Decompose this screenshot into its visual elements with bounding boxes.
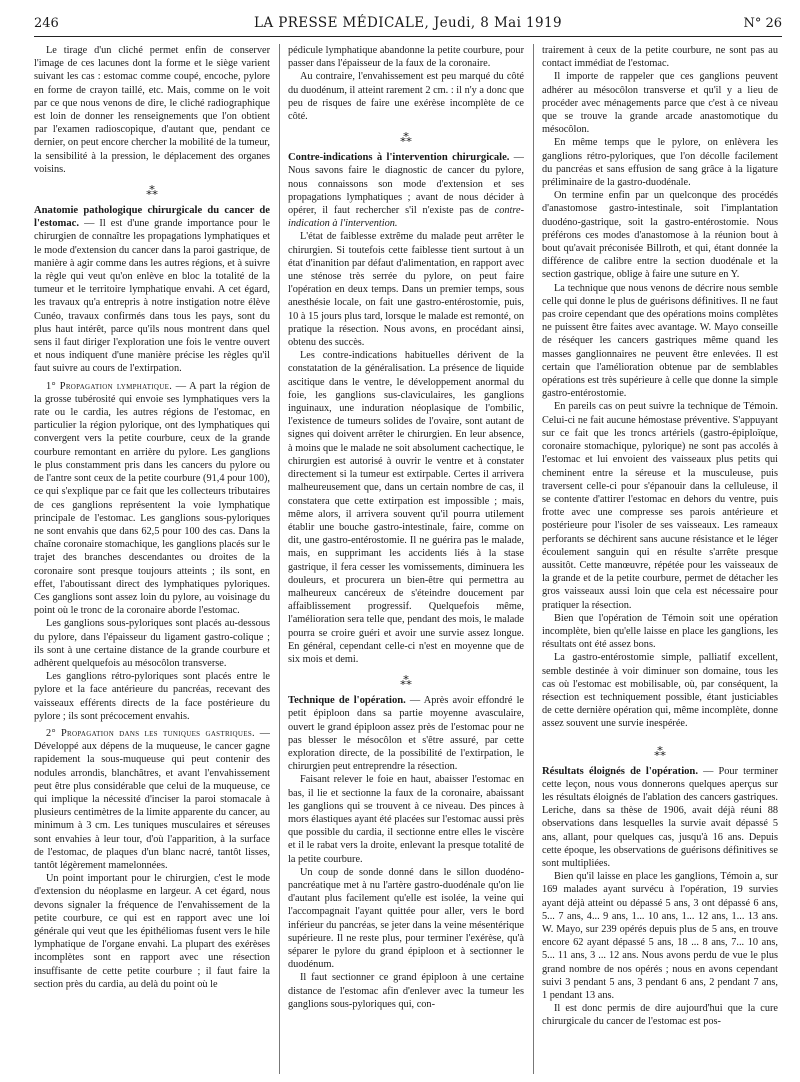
paragraph: Les contre-indications habituelles dérivent de la constatation de la généralisation. La présence de liquide ascitique dans le ventre, le développement anormal du foie, les ganglions sus-claviculaires, les ganglions inguinaux, une induration néoplasique de l'ombilic, l'existence de tumeurs solides de l'ovaire, sont autant de signes qui doivent arrêter le chirurgien. En leur absence, à moins que le malade ne soit absolument cachectique, le chirurgien est autorisé à ouvrir le ventre et à constater directement si la tumeur est extirpable. Certes il arrivera malheureusement que, dans un certain nombre de cas, il constatera que cette extirpation est impossible ; mais, même alors, il arrivera souvent qu'il pourra utilement établir une bouche gastro-intestinale, faire, comme on dit, une gastro-entérostomie. Il ne guérira pas le malade, mais, en supprimant les accidents liés à la stase gastrique, il fera cesser les vomissements, diminuera les douleurs, et procurera un bien-être qui permettra au malheureux cancéreux de s'éteindre doucement par affaiblissement progressif. Quelquefois même, l'amélioration sera telle que, pendant des mois, le malade pourra se croire guéri et avoir une survie assez longue. En général, cependant celle-ci n'est en moyenne que de six mois et demi. bbox=[288, 350, 524, 665]
subsection-title: 2° Propagation dans les tuniques gastriques. bbox=[46, 727, 255, 739]
section-separator: ⁂ bbox=[400, 674, 412, 689]
paragraph: La gastro-entérostomie simple, palliatif excellent, semble destinée à voir diminuer son domaine, tous les cas où l'estomac est mobilisable, où, par conséquent, la résection est techniquement possible, étant justiciables de cette dernière opération qui, même incomplète, donne assez souvent une survie inespérée. bbox=[542, 652, 778, 730]
subsection-text: — Développé aux dépens de la muqueuse, le cancer gagne rapidement la sous-muqueuse qui peut contenir des nodules arrondis, blanchâtres, et avant l'envahissement peut être plus considérable que celui de la muqueuse, ce qui implique la nécessité d'inciser la paroi stomacale à plusieurs centimètres de la limite apparente du cancer, au minimum à 3 cm. Les tuniques musculaires et séreuses sont envahies à leur tour, d'où l'apparition, à la surface de l'estomac, de plaques d'un blanc nacré, tantôt lisses, tantôt légèrement mamelonnées. bbox=[34, 727, 270, 871]
section-text: — Pour terminer cette leçon, nous vous donnerons quelques aperçus sur les résultats éloignés de l'ablation des cancers gastriques. Leriche, dans sa thèse de 1906, avait déjà réuni 88 observations dans lesquelles la survie avait dépassé 5 ans, allant, pour quelques cas, jusqu'à 16 ans. Depuis cette époque, les observations de guérisons définitives se sont multipliées. bbox=[542, 765, 778, 869]
paragraph: Il importe de rappeler que ces ganglions peuvent adhérer au mésocôlon transverse et qu'il y a lieu de procéder avec ménagements parce que c'est à ce niveau que se trouve la grande arcade anastomotique du mésocôlon. bbox=[542, 71, 778, 136]
journal-title: LA PRESSE MÉDICALE, Jeudi, 8 Mai 1919 bbox=[254, 15, 562, 31]
paragraph: Au contraire, l'envahissement est peu marqué du côté du duodénum, il atteint rarement 2 cm. : il n'y a donc que peu de risques de faire une exérèse incomplète de ce côté. bbox=[288, 71, 524, 123]
column-divider bbox=[279, 44, 280, 1074]
section-emphasis: contre-indication à l'intervention. bbox=[288, 205, 524, 230]
section-title: Technique de l'opération. bbox=[288, 695, 406, 707]
paragraph: Les ganglions sous-pyloriques sont placés au-dessous du pylore, dans l'épaisseur du ligament gastro-colique ; ils sont à une certaine distance de la grande courbure et adhèrent quelquefois au mésocôlon transverse. bbox=[34, 618, 270, 669]
issue-number: N° 26 bbox=[743, 16, 782, 31]
section-title: Anatomie pathologique chirurgicale du cancer de l'estomac. bbox=[34, 205, 270, 230]
column-divider bbox=[533, 44, 534, 1074]
page-number: 246 bbox=[34, 16, 59, 31]
paragraph: pédicule lymphatique abandonne la petite courbure, pour passer dans l'épaisseur de la faux de la coronaire. bbox=[288, 45, 524, 70]
subsection-text: — A part la région de la grosse tubérosité qui envoie ses lymphatiques vers la rate ou le cardia, les autres régions de l'estomac, en particulier la région pylorique, ont des lymphatiques qui convergent vers la petite courbure, ceux de la grande courbure remontant en arrière du pylore. Les ganglions le plus constamment pris dans les cancers du pylore ou de l'antre sont ceux de la petite courbure (91,4 pour 100), ce qui s'explique par ce fait que les collecteurs tributaires de ces ganglions représentent la voie lymphatique principale de l'estomac. Les ganglions sous-pyloriques ne sont envahis que dans 62,5 pour 100 des cas. Dans la chaîne coronaire stomachique, les ganglions placés sur le trajet des branches descendantes ou droites de la coronaire sont presque toujours atteints ; ils sont, en effet, l'aboutissant direct des lymphatiques pyloriques. Ces ganglions sont assez loin du pylore, au voisinage du point où le tronc de la coronaire aborde l'estomac. bbox=[34, 380, 270, 617]
page-header bbox=[34, 14, 782, 37]
section-title: Résultats éloignés de l'opération. bbox=[542, 765, 698, 777]
article-body bbox=[34, 44, 782, 1074]
paragraph: On termine enfin par un quelconque des procédés d'anastomose gastro-intestinale, soit l'implantation duodéno-gastrique, soit la gastro-entérostomie. Nous préférons ces modes d'anastomose à la réunion bout à bout qu'avait préconisée Billroth, et qui, étant donnée la différence de calibre entre la section duodénale et la section gastrique, oblige à faire une suture en Y. bbox=[542, 190, 778, 281]
column-1 bbox=[34, 44, 270, 1074]
paragraph: Il est donc permis de dire aujourd'hui que la cure chirurgicale du cancer de l'estomac est pos- bbox=[542, 1003, 778, 1028]
paragraph: Bien qu'il laisse en place les ganglions, Témoin a, sur 169 malades ayant survécu à l'opération, 19 survies ayant déjà atteint ou dépassé 5 ans, 3 ont dépassé 6 ans, 5... 7 ans, 4... 9 ans, 1... 10 ans, 1... 12 ans, 1... 13 ans. W. Mayo, sur 239 opérés depuis plus de 5 ans, en trouve encore 62 ayant dépassé 5 ans, 18 ... 8 ans, 7... 10 ans, 5... 11 ans, 3 ... 12 ans. Nous avons perdu de vue le plus grand nombre de nos opérés ; nous en avons cependant suivi 3 pendant 5 ans, 3 pendant 6 ans, 2 pendant 7 ans, 1 pendant 13 ans. bbox=[542, 871, 778, 1002]
section-text: — Après avoir effondré le petit épiploon dans sa partie moyenne avasculaire, ouvert le grand épiploon assez près de l'estomac pour ne pas blesser le mésocôlon et s'être assuré, par cette exploration directe, de la possibilité de l'extirpation, le chirurgien peut entreprendre la résection. bbox=[288, 695, 524, 773]
paragraph: Les ganglions rétro-pyloriques sont placés entre le pylore et la face antérieure du pancréas, recevant des vaisseaux efférents directs de la face postérieure du pylore ; ils sont précocement envahis. bbox=[34, 671, 270, 722]
section-separator: ⁂ bbox=[400, 131, 412, 146]
paragraph: En même temps que le pylore, on enlèvera les ganglions rétro-pyloriques, que l'on décolle facilement du pancréas et sans effusion de sang grâce à la ligature préliminaire de la gastro-duodénale. bbox=[542, 137, 778, 189]
section-text: — Nous savons faire le diagnostic de cancer du pylore, nous connaissons son mode d'extension et ses propagations lymphatiques ; avant de nous décider à opérer, il faut rechercher s'il n'existe pas de bbox=[288, 152, 524, 217]
column-3 bbox=[542, 44, 778, 1074]
paragraph: Le tirage d'un cliché permet enfin de conserver l'image de ces lacunes dont la forme et le siège varient suivant les cas : estomac comme coupé, encoche, pylore en forme de crayon taillé, etc. Mais, comme on le voit par ce que nous venons de dire, le cliché radiographique est loin de donner les renseignements que l'on obtient par l'examen radioscopique, d'autant que, pendant ce dernier, on peut encore chercher la mobilité de la tumeur, la sensibilité à la pression, le déplacement des organes voisins. bbox=[34, 45, 270, 175]
paragraph: Un coup de sonde donné dans le sillon duodéno-pancréatique met à nu l'artère gastro-duodénale qu'on lie d'autant plus facilement qu'elle est isolée, la veine qui l'accompagnait l'ayant quittée pour aller, vers le bord inférieur du pancréas, se jeter dans la veine mésentérique supérieure. Il ne reste plus, pour terminer l'exérèse, qu'à séparer le pylore du grand épiploon et à sectionner le duodénum. bbox=[288, 866, 524, 971]
section-separator: ⁂ bbox=[146, 184, 158, 199]
subsection-title: 1° Propagation lymphatique. bbox=[46, 380, 173, 392]
paragraph: L'état de faiblesse extrême du malade peut arrêter le chirurgien. Si toutefois cette faiblesse tient surtout à un état d'inanition par défaut d'alimentation, en rapport avec une sténose très serrée du pylore, on peut faire l'opération en deux temps. Dans un premier temps, sous anesthésie locale, on fait une gastro-entérostomie, puis, 10 à 15 jours plus tard, lorsque le malade est remonté, on pratique la résection. Nous avons, en procédant ainsi, obtenu des succès. bbox=[288, 231, 524, 349]
paragraph: Bien que l'opération de Témoin soit une opération incomplète, bien qu'elle laisse en place les ganglions, les résultats ont été assez bons. bbox=[542, 612, 778, 651]
paragraph: Il faut sectionner ce grand épiploon à une certaine distance de l'estomac afin d'enlever avec la tumeur les ganglions sous-pyloriques qui, con- bbox=[288, 972, 524, 1010]
paragraph: En pareils cas on peut suivre la technique de Témoin. Celui-ci ne fait aucune hémostase préventive. S'appuyant sur ce fait que les troncs artériels (gastro-épiploïque, coronaire stomachique, pylorique) ne sont pas accolés à l'estomac et lui envoient des vaisseaux plus petits qui cheminent entre la séreuse et la musculeuse, puis traversent celle-ci pour s'épanouir dans la celluleuse, il se contente d'attirer l'estomac en dehors du ventre, puis frotte avec une compresse ses parois antérieure et postérieure pour l'isoler de ses vaisseaux. Les rameaux perforants se déchirent sans aucune résistance et le léger écoulement sanguin qui en résulte s'arrête presque aussitôt. Cette manœuvre, répétée pour les vaisseaux de la grande et de la petite courbure, permet de détacher les gros vaisseaux aussi loin que cela est nécessaire pour pratiquer la résection. bbox=[542, 401, 778, 611]
section-text: — Il est d'une grande importance pour le chirurgien de connaître les propagations lymphatiques et le mode d'extension du cancer dans la paroi gastrique, de manière à agir comme dans les autres régions, et à suivre la règle qui veut qu'on enlève en bloc la totalité de la tumeur et le territoire lymphatique envahi. A cet égard, les travaux qu'a entrepris à notre instigation notre élève Cunéo, travaux confirmés dans tous les pays, sont du plus haut intérêt, parce qu'ils nous montrent dans quel sens il faut diriger l'exploration une fois le ventre ouvert et nous indiquent d'une manière précise les règles qu'il faut suivre au cours de l'extirpation. bbox=[34, 218, 270, 375]
subsection-tunics bbox=[34, 727, 270, 872]
column-2 bbox=[288, 44, 524, 1074]
section-title: Contre-indications à l'intervention chirurgicale. bbox=[288, 152, 510, 164]
subsection-lymphatic bbox=[34, 380, 270, 618]
paragraph: La technique que nous venons de décrire nous semble celle qui donne le plus de guérisons définitives. Il ne faut pas croire cependant que des opérations moins complètes ne puissent être faites avec avantage. W. Mayo conseille de réséquer les cancers gastriques même quand les masses ganglionnaires ne peuvent être enlevées. Il est certain que l'amélioration obtenue par de semblables opérations est très supérieure à celle que donne la simple gastro-entérostomie. bbox=[542, 282, 778, 400]
paragraph: Un point important pour le chirurgien, c'est le mode d'extension du néoplasme en largeur. A cet égard, nous devons signaler la fréquence de l'envahissement de la petite courbure, ce qui est en rapport avec une loi générale qui veut que les épithéliomas fusent vers le hile lymphatique de l'organe envahi. La plupart des exérèses incomplètes sont en rapport avec une résection insuffisante de cette petite courbure ; il faut faire la section près du cardia, au delà du point où le bbox=[34, 873, 270, 990]
paragraph: trairement à ceux de la petite courbure, ne sont pas au contact immédiat de l'estomac. bbox=[542, 45, 778, 70]
paragraph: Faisant relever le foie en haut, abaisser l'estomac en bas, il lie et sectionne la faux de la coronaire, abaissant les ganglions qui se trouvent à ce niveau. Des pinces à mors élastiques ayant été placées sur l'estomac aussi près que possible du cardia, il sectionne entre elles le viscère et il le rabat vers la droite, enlevant la presque totalité de la petite courbure. bbox=[288, 774, 524, 865]
section-separator: ⁂ bbox=[654, 744, 666, 759]
